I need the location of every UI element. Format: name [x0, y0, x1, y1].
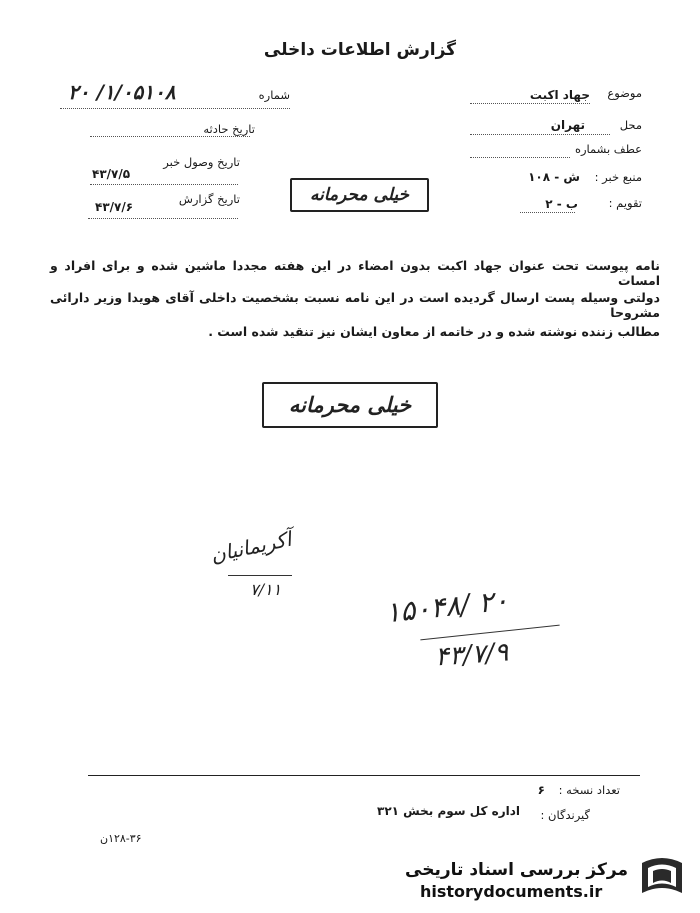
subject-label: موضوع: [607, 86, 642, 100]
archive-logo-icon: [636, 855, 688, 899]
subject-line: [470, 103, 590, 104]
report-title: گزارش اطلاعات داخلی: [263, 40, 457, 60]
evaluation-line: [520, 212, 575, 213]
ref-line: [470, 157, 570, 158]
recipients-value: اداره کل سوم بخش ۳۲۱: [377, 804, 520, 818]
incident-date-label: تاریخ حادثه: [203, 122, 255, 136]
location-value: تهران: [550, 118, 585, 132]
body-line-1: نامه پیوست تحت عنوان جهاد اکبت بدون امضاء در این هفته مجددا ماشین شده و برای افراد و امسات: [50, 258, 660, 288]
handwritten-registration-number: ۱۵۰۴۸/ ۲۰: [383, 583, 510, 630]
handwritten-signature-date: ۷/۱۱: [250, 580, 282, 599]
report-date-line: [88, 218, 238, 219]
subject-value: جهاد اکبت: [529, 88, 590, 102]
report-date-value: ۴۳/۷/۶: [95, 200, 134, 214]
number-line: [60, 108, 290, 109]
ref-label: عطف بشماره: [574, 142, 642, 156]
footer-divider: [88, 775, 640, 776]
handwritten-signature: آکریمانیان: [208, 526, 294, 568]
copies-label: تعداد نسخه :: [558, 783, 620, 797]
form-code: ۱۲۸-۳۶ن: [100, 832, 142, 845]
evaluation-label: تقویم :: [608, 196, 642, 210]
body-line-3: مطالب زننده نوشته شده و در خاتمه از معاون ایشان نیز تنقید شده است .: [208, 324, 660, 339]
receipt-date-line: [90, 184, 238, 185]
source-label: منبع خبر :: [594, 170, 642, 184]
copies-value: ۶: [537, 783, 545, 797]
location-line: [470, 134, 610, 135]
signature-underline: [228, 575, 292, 576]
watermark-name: مرکز بررسی اسناد تاریخی: [405, 860, 628, 880]
watermark-url: historydocuments.ir: [420, 882, 603, 901]
number-value: ۱/۰۵۱۰۸/ ۲۰: [68, 80, 176, 104]
incident-date-line: [90, 136, 250, 137]
classification-stamp-middle: خیلی محرمانه: [262, 382, 438, 428]
body-line-2: دولتی وسیله پست ارسال گردیده است در این نامه نسبت بشخصیت داخلی آقای هویدا وزیر دارائی مشروحا: [50, 290, 660, 320]
report-date-label: تاریخ گزارش: [178, 192, 240, 206]
number-label: شماره: [258, 88, 290, 102]
receipt-date-label: تاریخ وصول خبر: [163, 155, 240, 169]
receipt-date-value: ۴۳/۷/۵: [92, 167, 131, 181]
location-label: محل: [619, 118, 642, 132]
evaluation-value: ب - ۲: [545, 197, 578, 211]
handwritten-registration-date: ۴۳/۷/۹: [434, 637, 510, 673]
classification-stamp-top: خیلی محرمانه: [290, 178, 429, 212]
source-value: ش - ۱۰۸: [528, 170, 580, 184]
recipients-label: گیرندگان :: [540, 808, 590, 822]
